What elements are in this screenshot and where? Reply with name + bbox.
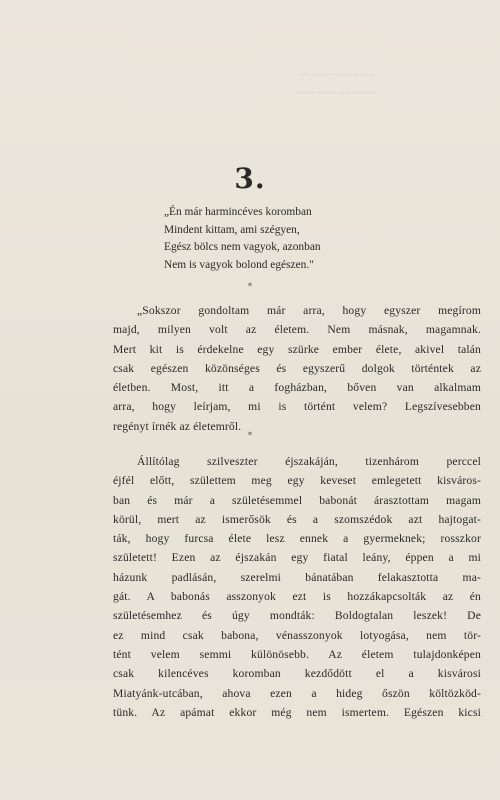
text-line: arra, hogy leírjam, mi is történt velem? Legszívesebben xyxy=(113,400,481,414)
text-line: házunk padlásán, szerelmi bánatában felakasztotta ma- xyxy=(113,570,481,584)
section-separator: * xyxy=(248,431,252,440)
show-through-text: ~~ ~~~~ ~~~~~ ~~~ xyxy=(300,70,375,80)
text-line: csak kilencéves koromban kezdődött el a kisvárosi xyxy=(113,667,481,681)
poem-line: Egész bölcs nem vagyok, azonban xyxy=(164,241,321,253)
text-line: éjfél előtt, születtem meg egy keveset emlegetett kisváros- xyxy=(113,474,481,488)
text-line: ez mind csak babona, vénasszonyok lotyogása, nem tör- xyxy=(113,628,481,642)
chapter-number: 3. xyxy=(234,162,266,195)
poem-line: „Én már harmincéves koromban xyxy=(164,206,312,218)
text-line: születésemhez és úgy mondták: Boldogtalan leszek! De xyxy=(113,609,481,623)
text-line: tént velem semmi különösebb. Az életem tulajdonképen xyxy=(113,647,481,661)
paragraph-1 xyxy=(113,301,481,436)
text-line: regényt írnék az életemről. xyxy=(113,419,242,433)
text-line: „Sokszor gondoltam már arra, hogy egyszer megírom xyxy=(137,304,481,317)
text-line: ban és már a születésemmel babonát árasztottam magam xyxy=(113,493,481,507)
text-line: tünk. Az apámat ekkor még nem ismertem. Egészen kicsi xyxy=(113,705,481,719)
text-line: ták, hogy furcsa élete lesz ennek a gyermeknek; rosszkor xyxy=(113,532,481,546)
poem-line: Mindent kittam, ami szégyen, xyxy=(164,223,300,236)
text-line: gát. A babonás asszonyok ezt is hozzákapcsolták az én xyxy=(113,590,481,604)
text-line: Állítólag szilveszter éjszakáján, tizenhárom perccel xyxy=(137,455,481,468)
text-line: életben. Most, itt a fogházban, bőven van alkalmam xyxy=(113,381,481,395)
text-line: csak egészen közönséges és egyszerű dolgok történtek az xyxy=(113,361,481,375)
text-line: körül, mert az ismerősök és a szomszédok azt hajtogat- xyxy=(113,512,481,526)
text-line: Miatyánk-utcában, ahova ezen a hideg őszön költözköd- xyxy=(113,686,481,700)
epigraph-poem xyxy=(164,204,321,274)
paragraph-2 xyxy=(113,452,481,722)
text-line: majd, milyen volt az életem. Nem másnak, magamnak. xyxy=(113,323,481,337)
section-separator: * xyxy=(248,282,252,291)
text-line: született! Ezen az éjszakán egy fiatal leány, éppen a mi xyxy=(113,551,481,565)
show-through-text: ~~~~ ~~~~ ~~ ~~~~~ xyxy=(296,88,376,98)
poem-line: Nem is vagyok bolond egészen." xyxy=(164,258,314,271)
text-line: Mert kit is érdekelne egy szürke ember élete, akivel talán xyxy=(113,342,481,356)
